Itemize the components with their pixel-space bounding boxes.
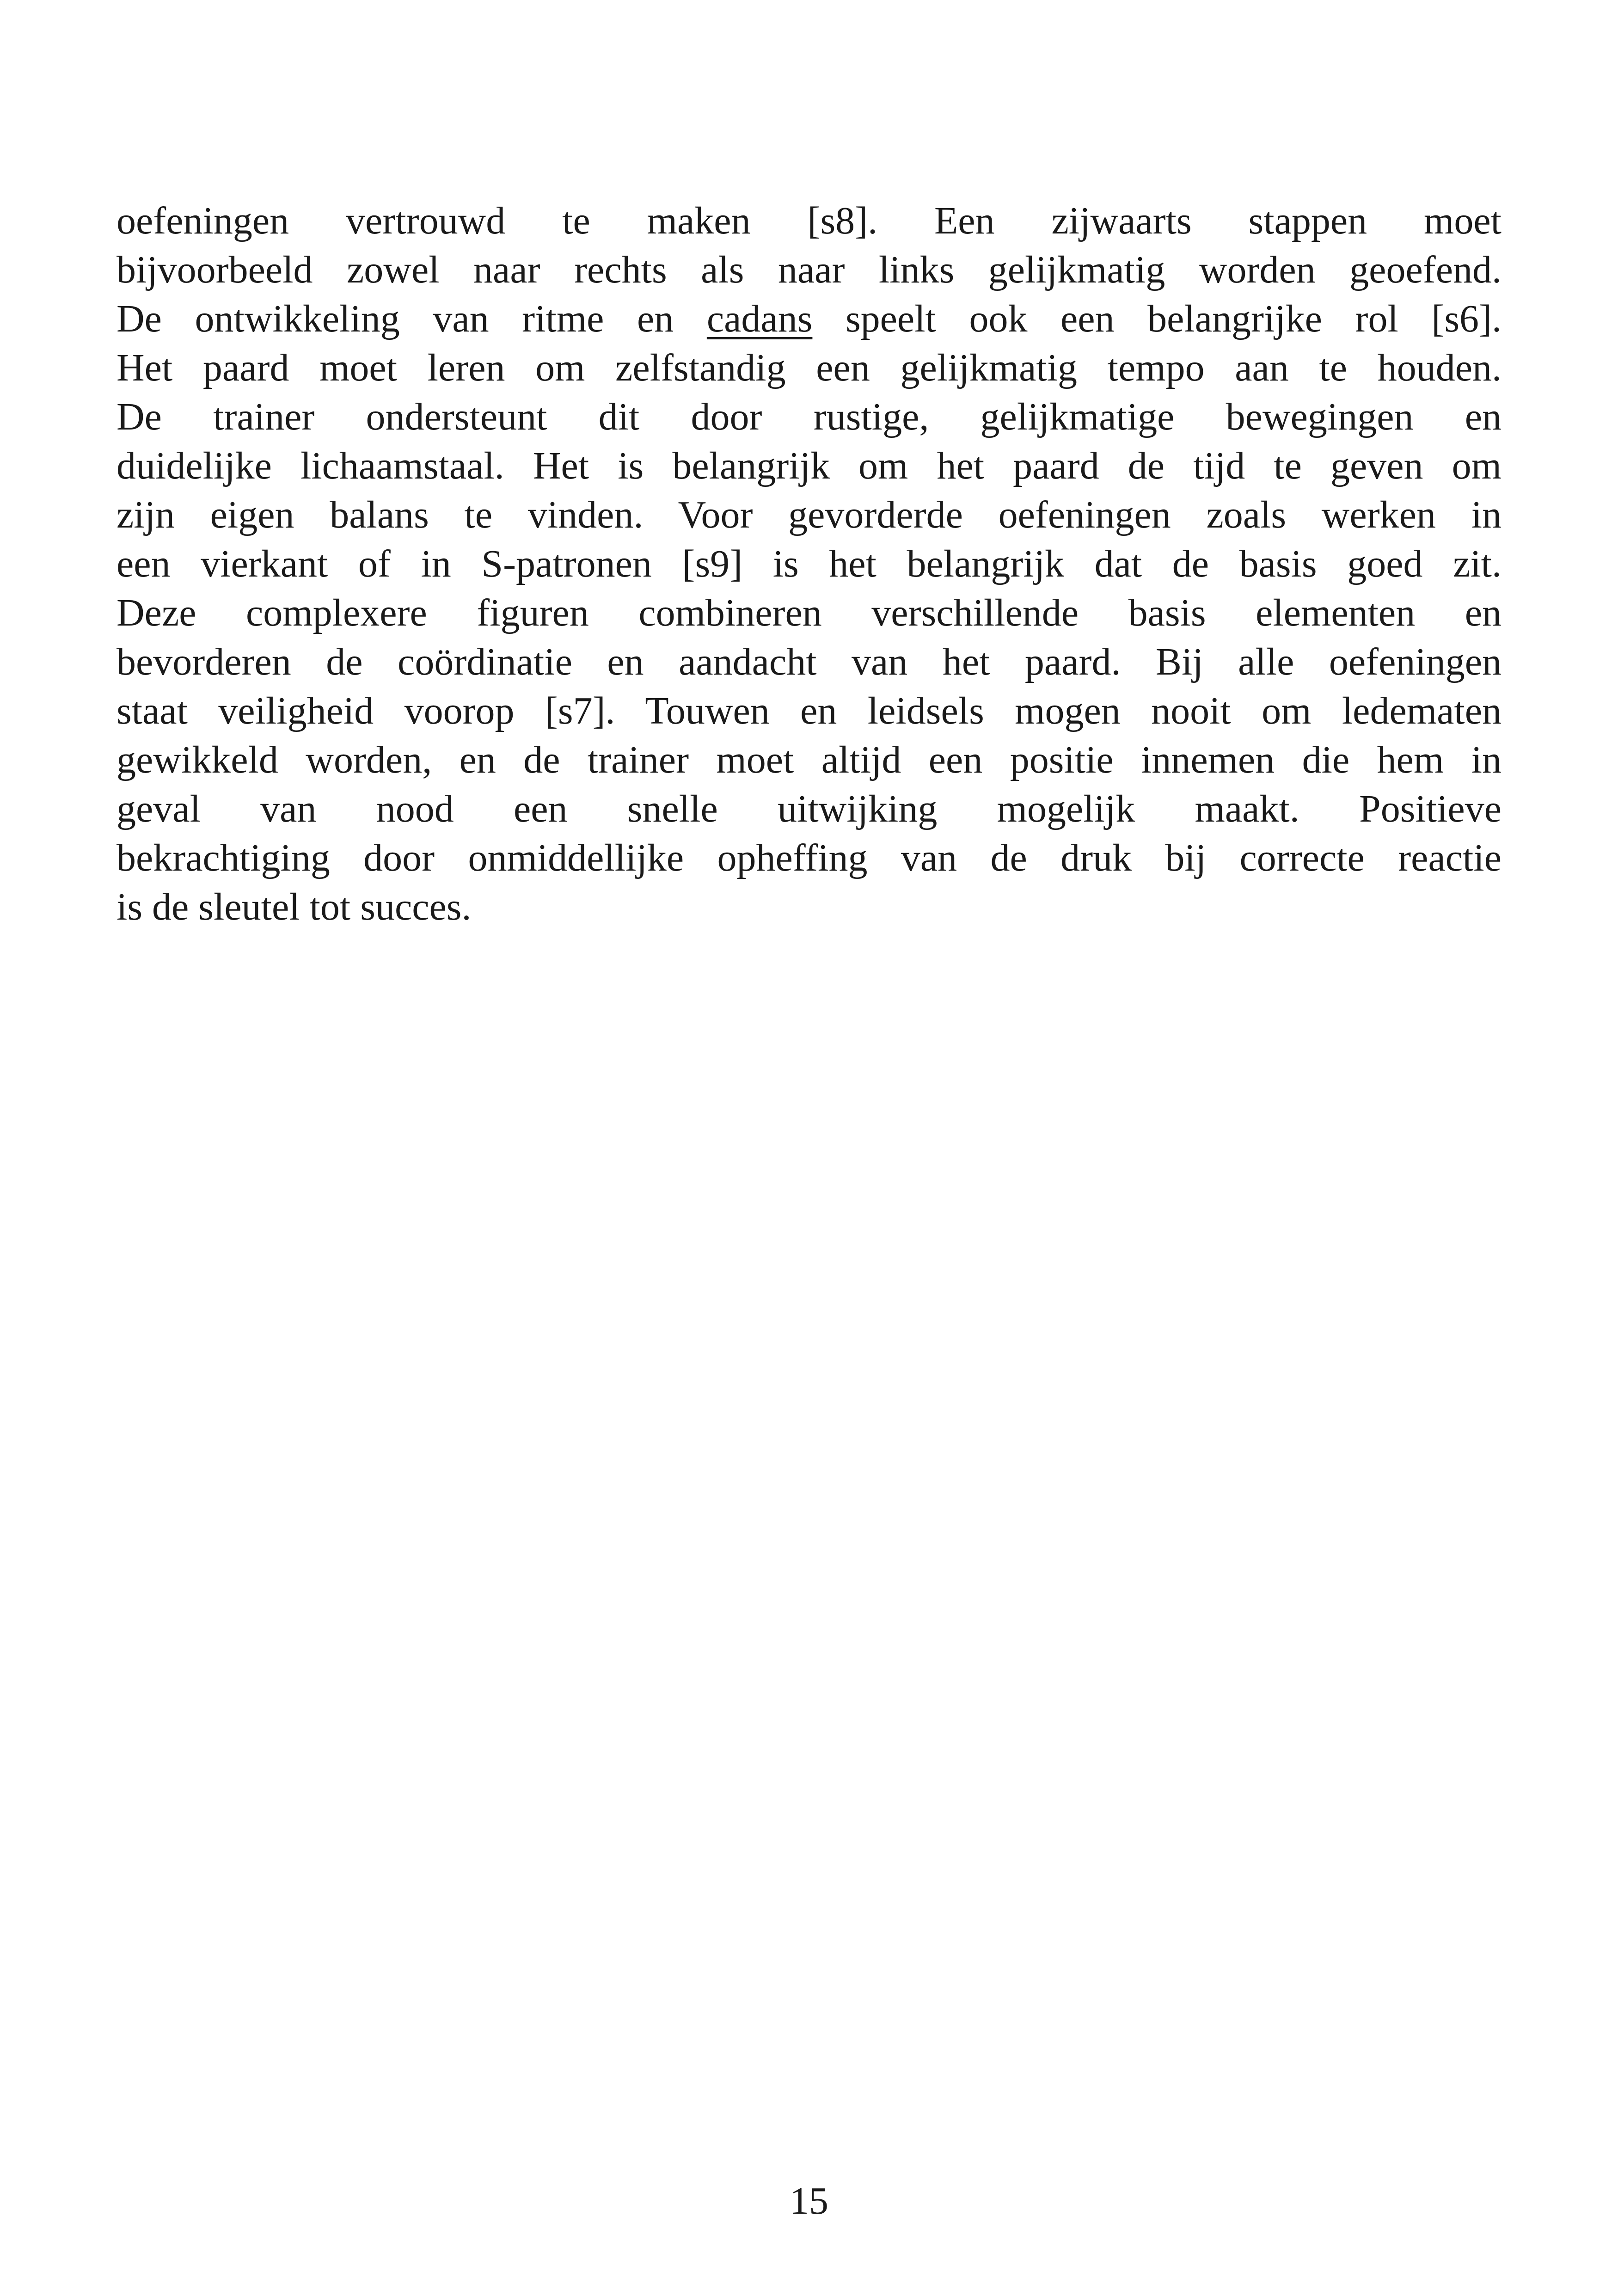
text-line: duidelijke lichaamstaal. Het is belangrijk om het paard de tijd te geven om [116,444,1502,487]
text-line: bevorderen de coördinatie en aandacht van het paard. Bij alle oefeningen [116,640,1502,683]
text-run: speelt ook een belangrijke rol [s6]. [812,297,1502,340]
underlined-term: cadans [706,297,813,340]
text-line [116,295,1502,344]
page-number: 15 [790,2179,828,2222]
text-line: zijn eigen balans te vinden. Voor gevorderde oefeningen zoals werken in [116,493,1502,536]
text-line: Het paard moet leren om zelfstandig een gelijkmatig tempo aan te houden. [116,346,1502,389]
text-line: oefeningen vertrouwd te maken [s8]. Een zijwaarts stappen moet [116,199,1502,242]
body-paragraph [116,196,1502,932]
text-line: gewikkeld worden, en de trainer moet altijd een positie innemen die hem in [116,738,1502,781]
text-run: De ontwikkeling van ritme en [116,297,707,340]
text-line: staat veiligheid voorop [s7]. Touwen en leidsels mogen nooit om ledematen [116,689,1502,732]
text-line: geval van nood een snelle uitwijking mogelijk maakt. Positieve [116,787,1502,830]
text-line: Deze complexere figuren combineren verschillende basis elementen en [116,591,1502,634]
text-line: De trainer ondersteunt dit door rustige, gelijkmatige bewegingen en [116,395,1502,438]
text-line: bekrachtiging door onmiddellijke opheffing van de druk bij correcte reactie [116,836,1502,879]
text-line: bijvoorbeeld zowel naar rechts als naar links gelijkmatig worden geoefend. [116,248,1502,291]
text-line: een vierkant of in S-patronen [s9] is het belangrijk dat de basis goed zit. [116,542,1502,585]
text-line-last: is de sleutel tot succes. [116,885,472,928]
